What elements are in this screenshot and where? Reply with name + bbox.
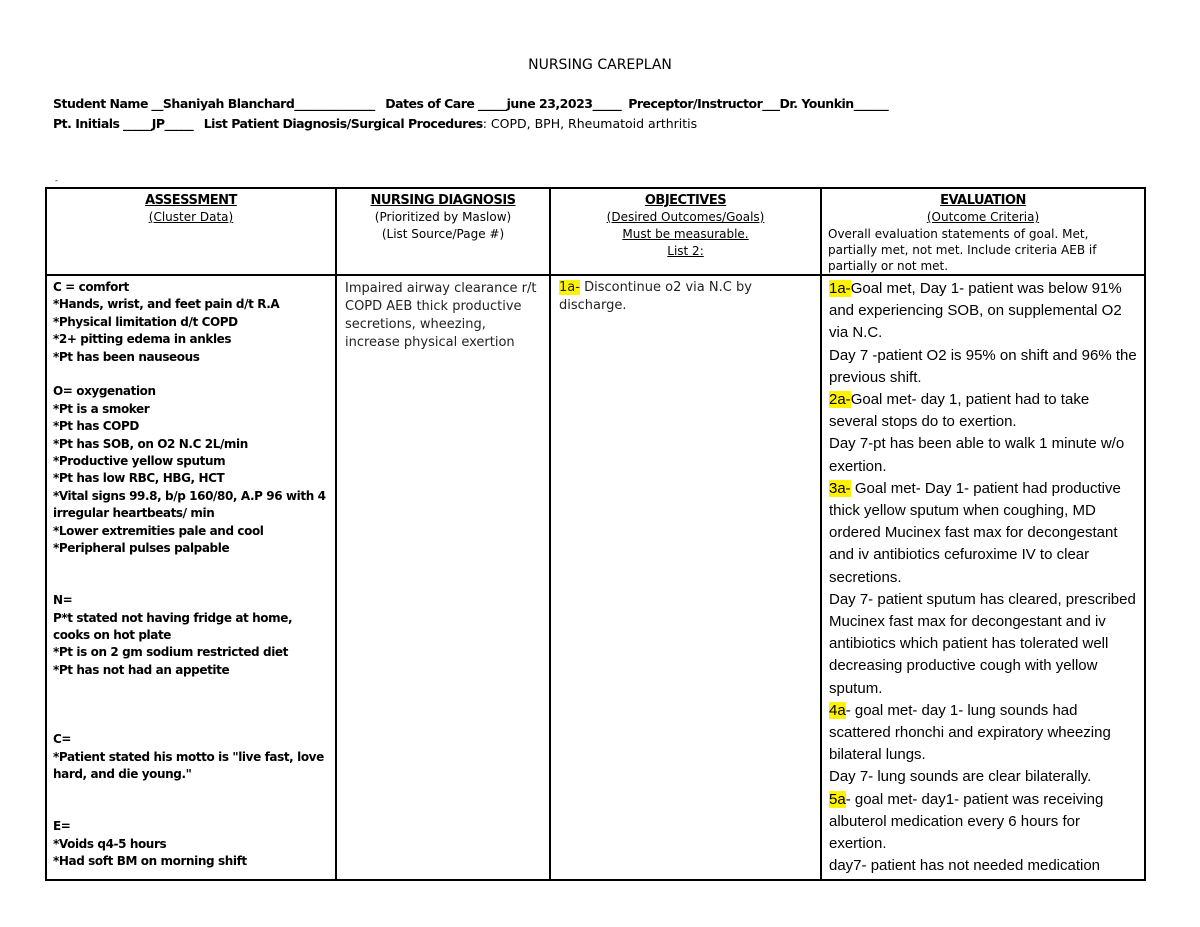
assessment-line: C= [53, 732, 72, 747]
assessment-line: *Hands, wrist, and feet pain d/t R.A [53, 297, 280, 312]
table-body-row [46, 275, 1145, 880]
evaluation-tag: 3a- [829, 479, 851, 497]
evaluation-text: Goal met- day 1, patient had to take several stops do to exertion. [829, 391, 1090, 431]
assessment-line [53, 697, 329, 714]
evaluation-tag: 4a [829, 701, 846, 719]
assessment-line [53, 679, 329, 696]
evaluation-tag: 5a [829, 790, 846, 808]
evaluation-followup: Day 7 -patient O2 is 95% on shift and 96% the previous shift. [829, 346, 1137, 386]
evaluation-text: - goal met- day 1- lung sounds had scattered rhonchi and expiratory wheezing bilateral lungs. [829, 701, 1111, 764]
evaluation-title: EVALUATION [940, 193, 1026, 208]
patient-initials-value: _____JP_____ [122, 116, 194, 131]
evaluation-item [829, 478, 1137, 589]
evaluation-item [829, 700, 1137, 767]
careplan-table [45, 187, 1146, 881]
student-name-label: Student Name [53, 96, 148, 111]
evaluation-followup: day7- patient has not needed medication [829, 857, 1101, 875]
student-name-value: __Shaniyah Blanchard______________ [151, 96, 375, 111]
diagnosis-subtitle-2: (List Source/Page #) [381, 227, 505, 241]
evaluation-item [829, 389, 1137, 433]
header-line-1 [53, 96, 888, 111]
assessment-line [53, 714, 329, 731]
evaluation-tag: 1a- [829, 280, 851, 297]
assessment-line: *Pt is a smoker [53, 401, 150, 416]
diagnosis-cell [336, 275, 550, 880]
assessment-cell [46, 275, 336, 880]
evaluation-followup: Day 7- lung sounds are clear bilaterally. [829, 768, 1092, 786]
assessment-line: *Voids q4-5 hours [53, 836, 167, 851]
diagnosis-header [336, 188, 550, 275]
assessment-line [53, 801, 329, 818]
evaluation-text: Goal met, Day 1- patient was below 91% and experiencing SOB, on supplemental O2 via N.C. [829, 280, 1122, 342]
assessment-line [53, 557, 329, 574]
diagnosis-list-label: List Patient Diagnosis/Surgical Procedures [203, 116, 483, 131]
objective-text: Discontinue o2 via N.C by discharge. [559, 280, 752, 313]
dates-of-care-label: Dates of Care [385, 96, 475, 111]
objectives-header [550, 188, 821, 275]
table-header-row [46, 188, 1145, 275]
assessment-line: *Peripheral pulses palpable [53, 541, 230, 556]
evaluation-item [829, 278, 1137, 345]
header-line-2 [53, 116, 697, 131]
patient-initials-label: Pt. Initials [53, 116, 120, 131]
document-title: NURSING CAREPLAN [528, 57, 672, 73]
assessment-line: O= oxygenation [53, 384, 156, 399]
assessment-line: *Physical limitation d/t COPD [53, 314, 238, 329]
assessment-line: C = comfort [53, 280, 129, 294]
assessment-line: *Patient stated his motto is "live fast, love hard, and die young." [53, 749, 324, 782]
assessment-line: *Had soft BM on morning shift [53, 854, 247, 869]
diagnosis-list-value: : COPD, BPH, Rheumatoid arthritis [482, 116, 698, 131]
evaluation-description: Overall evaluation statements of goal. Met, partially met, not met. Include criteria AEB if partially or not met. [828, 227, 1097, 273]
evaluation-subtitle: (Outcome Criteria) [926, 210, 1040, 224]
objectives-title: OBJECTIVES [644, 193, 727, 208]
evaluation-header [821, 188, 1145, 275]
diagnosis-title: NURSING DIAGNOSIS [370, 193, 516, 208]
assessment-line: *Pt is on 2 gm sodium restricted diet [53, 645, 288, 660]
assessment-line: P*t stated not having fridge at home, cooks on hot plate [53, 610, 293, 643]
evaluation-text: Goal met- Day 1- patient had productive thick yellow sputum when coughing, MD ordered Mucinex fast max for decongestant and iv antibiotics cefuroxime IV to clear secretions. [829, 479, 1121, 586]
stray-mark: - [55, 176, 58, 185]
assessment-line: *2+ pitting edema in ankles [53, 332, 232, 347]
diagnosis-text: Impaired airway clearance r/t COPD AEB thick productive secretions, wheezing, increase physical exertion [345, 281, 537, 350]
evaluation-text: - goal met- day1- patient was receiving albuterol medication every 6 hours for exertion. [829, 790, 1104, 853]
assessment-subtitle: (Cluster Data) [148, 210, 234, 224]
assessment-line: *Pt has SOB, on O2 N.C 2L/min [53, 436, 248, 451]
evaluation-followup: Day 7-pt has been able to walk 1 minute w/o exertion. [829, 435, 1125, 475]
assessment-line: E= [53, 819, 71, 834]
preceptor-label: Preceptor/Instructor [628, 96, 763, 111]
evaluation-cell [821, 275, 1145, 880]
evaluation-item [829, 789, 1137, 856]
assessment-line [53, 784, 329, 801]
assessment-line: *Pt has low RBC, HBG, HCT [53, 471, 225, 486]
evaluation-followup: Day 7- patient sputum has cleared, prescribed Mucinex fast max for decongestant and iv antibiotics which patient has tolerated well decreasing productive cough with yellow sputum. [829, 590, 1136, 697]
objectives-subtitle-1: (Desired Outcomes/Goals) [606, 210, 765, 224]
assessment-line: *Lower extremities pale and cool [53, 523, 264, 538]
assessment-header [46, 188, 336, 275]
objectives-subtitle-3: List 2: [667, 244, 704, 258]
objectives-subtitle-2: Must be measurable. [622, 227, 749, 241]
assessment-line: *Pt has COPD [53, 419, 139, 434]
objective-tag: 1a- [559, 280, 580, 295]
assessment-line: *Pt has been nauseous [53, 349, 200, 364]
objectives-cell [550, 275, 821, 880]
preceptor-value: ___Dr. Younkin______ [762, 96, 889, 111]
assessment-line: *Productive yellow sputum [53, 454, 226, 469]
assessment-title: ASSESSMENT [145, 193, 237, 208]
assessment-line: *Vital signs 99.8, b/p 160/80, A.P 96 with 4 irregular heartbeats/ min [53, 488, 326, 521]
diagnosis-subtitle-1: (Prioritized by Maslow) [374, 210, 512, 224]
assessment-line [53, 575, 329, 592]
assessment-line: *Pt has not had an appetite [53, 662, 230, 677]
assessment-line [53, 366, 329, 383]
assessment-line: N= [53, 593, 73, 608]
dates-of-care-value: _____june 23,2023_____ [477, 96, 622, 111]
evaluation-tag: 2a- [829, 391, 851, 409]
